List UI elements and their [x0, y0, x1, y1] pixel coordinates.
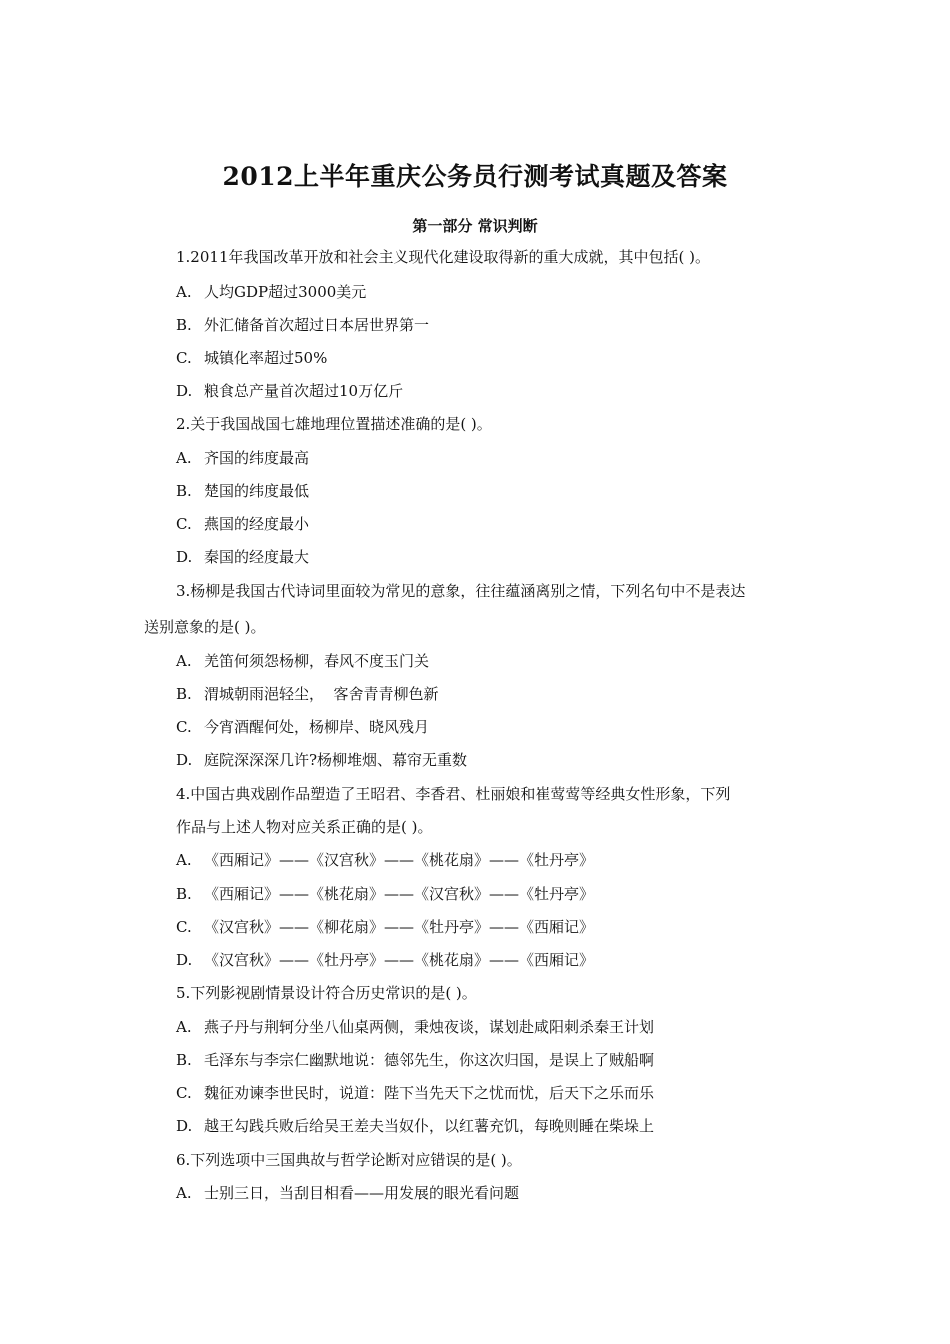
question-3-stem-line-1: 3.杨柳是我国古代诗词里面较为常见的意象，往往蕴涵离别之情，下列名句中不是表达: [176, 582, 746, 600]
question-1-option-b: [176, 315, 429, 335]
option-letter: D.: [176, 951, 193, 969]
question-4-option-a: [176, 850, 594, 870]
question-4-option-c: [176, 917, 594, 937]
option-text: 齐国的纬度最高: [204, 449, 310, 467]
option-text: 《汉宫秋》——《柳花扇》——《牡丹亭》——《西厢记》: [204, 918, 595, 936]
option-text: 城镇化率超过50%: [204, 349, 328, 367]
question-5-option-c: [176, 1083, 654, 1103]
option-text: 庭院深深深几许?杨柳堆烟、幕帘无重数: [204, 751, 468, 769]
option-text: 羌笛何须怨杨柳，春风不度玉门关: [204, 652, 430, 670]
option-letter: C.: [176, 918, 192, 936]
question-2-option-b: [176, 481, 309, 501]
option-text: 外汇储备首次超过日本居世界第一: [204, 316, 430, 334]
option-letter: B.: [176, 1051, 192, 1069]
option-letter: D.: [176, 548, 193, 566]
option-letter: C.: [176, 515, 192, 533]
question-3-option-b: [176, 684, 439, 704]
question-5-option-d: [176, 1116, 654, 1136]
option-text: 魏征劝谏李世民时，说道：陛下当先天下之忧而忧，后天下之乐而乐: [204, 1084, 655, 1102]
question-2-stem: 2.关于我国战国七雄地理位置描述准确的是( )。: [176, 415, 492, 433]
question-5-stem: 5.下列影视剧情景设计符合历史常识的是( )。: [176, 984, 477, 1002]
option-text: 今宵酒醒何处，杨柳岸、晓风残月: [204, 718, 430, 736]
question-1-option-d: [176, 381, 403, 401]
option-letter: A.: [176, 1018, 192, 1036]
option-text: 燕国的经度最小: [204, 515, 310, 533]
question-3-option-d: [176, 750, 467, 770]
option-letter: B.: [176, 482, 192, 500]
question-2-option-d: [176, 547, 309, 567]
option-text: 《西厢记》——《汉宫秋》——《桃花扇》——《牡丹亭》: [204, 851, 595, 869]
question-6-stem: 6.下列选项中三国典故与哲学论断对应错误的是( )。: [176, 1151, 522, 1169]
question-5-option-a: [176, 1017, 654, 1037]
question-4-stem-line-1: 4.中国古典戏剧作品塑造了王昭君、李香君、杜丽娘和崔莺莺等经典女性形象，下列: [176, 785, 731, 803]
option-letter: A.: [176, 851, 192, 869]
option-letter: B.: [176, 685, 192, 703]
option-text: 士别三日，当刮目相看——用发展的眼光看问题: [204, 1184, 520, 1202]
question-4-option-b: [176, 884, 594, 904]
question-3-option-c: [176, 717, 429, 737]
question-5-option-b: [176, 1050, 654, 1070]
option-letter: B.: [176, 316, 192, 334]
option-letter: A.: [176, 449, 192, 467]
option-text: 越王勾践兵败后给吴王差夫当奴仆，以红薯充饥，每晚则睡在柴垛上: [204, 1117, 655, 1135]
option-text: 秦国的经度最大: [204, 548, 310, 566]
option-letter: C.: [176, 718, 192, 736]
option-letter: D.: [176, 751, 193, 769]
option-letter: A.: [176, 1184, 192, 1202]
option-text: 《汉宫秋》——《牡丹亭》——《桃花扇》——《西厢记》: [204, 951, 595, 969]
option-letter: A.: [176, 652, 192, 670]
question-4-stem-line-2: 作品与上述人物对应关系正确的是( )。: [176, 818, 433, 836]
question-1-option-c: [176, 348, 327, 368]
question-2-option-c: [176, 514, 309, 534]
option-letter: B.: [176, 885, 192, 903]
option-text: 人均GDP超过3000美元: [204, 283, 367, 301]
section-heading: 第一部分 常识判断: [412, 217, 538, 235]
option-text: 《西厢记》——《桃花扇》——《汉宫秋》——《牡丹亭》: [204, 885, 595, 903]
option-letter: C.: [176, 1084, 192, 1102]
option-letter: A.: [176, 283, 192, 301]
question-1-stem: 1.2011年我国改革开放和社会主义现代化建设取得新的重大成就，其中包括( )。: [176, 248, 710, 266]
option-text: 渭城朝雨浥轻尘， 客舍青青柳色新: [204, 685, 439, 703]
question-2-option-a: [176, 448, 309, 468]
question-1-option-a: [176, 282, 366, 302]
option-text: 燕子丹与荆轲分坐八仙桌两侧，秉烛夜谈，谋划赴咸阳刺杀秦王计划: [204, 1018, 655, 1036]
option-text: 楚国的纬度最低: [204, 482, 310, 500]
option-letter: D.: [176, 382, 193, 400]
question-4-option-d: [176, 950, 594, 970]
question-3-option-a: [176, 651, 429, 671]
option-letter: D.: [176, 1117, 193, 1135]
option-text: 粮食总产量首次超过10万亿斤: [204, 382, 404, 400]
option-text: 毛泽东与李宗仁幽默地说：德邻先生，你这次归国，是误上了贼船啊: [204, 1051, 655, 1069]
question-6-option-a: [176, 1183, 519, 1203]
question-3-stem-line-2: 送别意象的是( )。: [144, 618, 266, 636]
document-title: 2012上半年重庆公务员行测考试真题及答案: [222, 162, 728, 191]
option-letter: C.: [176, 349, 192, 367]
